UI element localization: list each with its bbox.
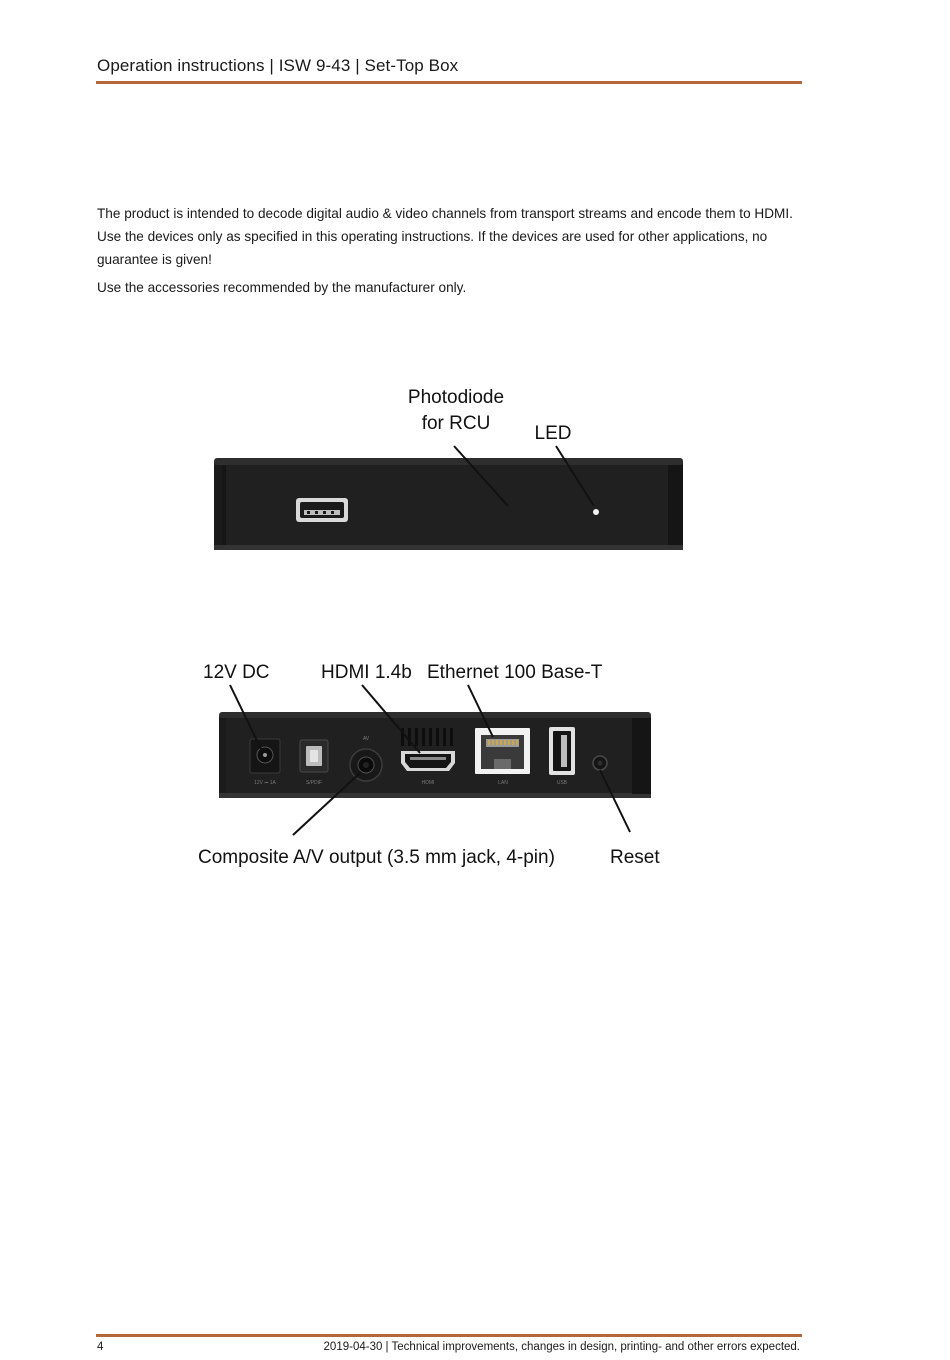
lan-port-label: LAN — [498, 780, 508, 786]
footer-rule — [96, 1334, 802, 1337]
led-indicator — [593, 509, 599, 515]
composite-label: Composite A/V output (3.5 mm jack, 4-pin) — [198, 847, 555, 868]
reset-button — [593, 756, 607, 770]
photodiode-label-line2: for RCU — [421, 413, 491, 434]
spdif-port-label: S/PDIF — [305, 780, 323, 786]
dc-label: 12V DC — [203, 662, 270, 683]
hdmi-label: HDMI 1.4b — [321, 662, 412, 683]
page-number: 4 — [97, 1341, 104, 1353]
set-top-box-front — [214, 458, 683, 550]
dc-port-label: 12V ⎓ 1A — [254, 780, 276, 786]
hdmi-port-label: HDMI — [421, 780, 435, 786]
led-label: LED — [534, 423, 572, 444]
usb-port-label: USB — [556, 780, 568, 786]
footer-note: 2019-04-30 | Technical improvements, changes in design, printing- and other errors expected. — [323, 1341, 800, 1353]
front-view-figure — [200, 375, 700, 565]
rear-view-figure — [190, 655, 670, 875]
av-port-label: AV — [362, 736, 370, 742]
body-text — [97, 202, 797, 304]
front-usb-port — [296, 498, 348, 522]
reset-label: Reset — [610, 847, 660, 868]
photodiode-label-line1: Photodiode — [407, 387, 505, 408]
header-title: Operation instructions | ISW 9-43 | Set-Top Box — [97, 56, 459, 75]
ethernet-label: Ethernet 100 Base-T — [427, 662, 603, 683]
header-rule — [96, 81, 802, 84]
accessories-paragraph: Use the accessories recommended by the manufacturer only. — [97, 280, 467, 295]
intro-paragraph: The product is intended to decode digital audio & video channels from transport streams and encode them to HDMI. Use the devices only as specified in this operating instructions. If the devices are used for other applications, no guarantee is given! — [97, 206, 793, 267]
